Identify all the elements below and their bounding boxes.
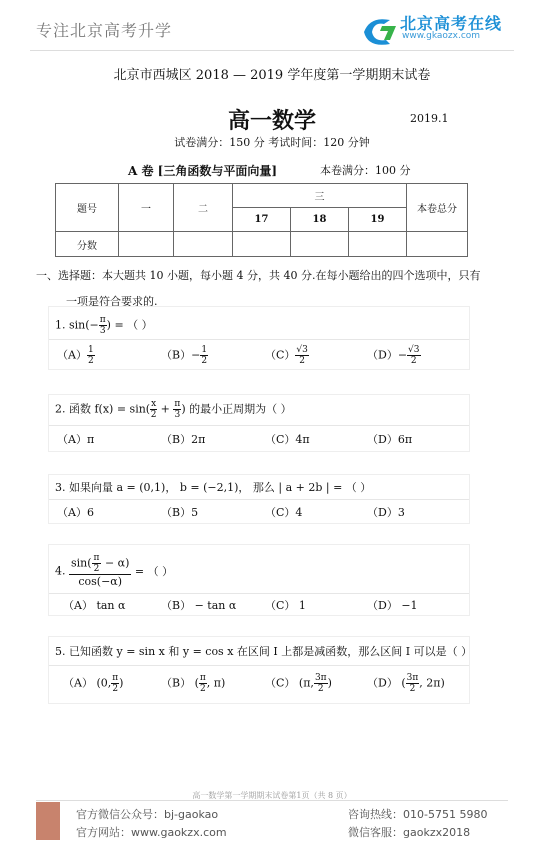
score-cell xyxy=(291,232,349,257)
part1-line1: 一、选择题：本大题共 10 小题，每小题 4 分，共 40 分.在每小题给出的四个选项中，只有 xyxy=(36,269,481,282)
q2-f1-den: 2 xyxy=(150,410,157,420)
question-4 xyxy=(48,544,470,616)
logo-text: 北京高考在线 xyxy=(400,14,503,33)
th-q18: 18 xyxy=(291,208,349,232)
q1-option-a xyxy=(57,345,95,366)
q1-a-label: （A） xyxy=(57,348,87,362)
q5-a-num: π xyxy=(112,673,119,683)
q5-b-post: , π) xyxy=(206,676,226,690)
q2-f1-num: x xyxy=(151,399,157,409)
q4-option-b: （B） − tan α xyxy=(161,599,237,612)
score-cell xyxy=(407,232,468,257)
logo-url: www.gkaozx.com xyxy=(402,31,481,41)
q4-option-d: （D） −1 xyxy=(367,599,418,612)
q4-option-a: （A） tan α xyxy=(63,599,126,612)
q1-option-b xyxy=(161,345,208,366)
q5-d-post: , 2π) xyxy=(419,676,445,690)
q5-b-num: π xyxy=(199,673,206,683)
score-table xyxy=(55,183,468,257)
score-cell xyxy=(349,232,407,257)
footer-site-link[interactable]: 官方网站：www.gaokzx.com xyxy=(76,826,227,839)
q5-a-den: 2 xyxy=(112,684,119,694)
q4-fraction xyxy=(69,553,131,589)
q5-option-b xyxy=(161,673,225,694)
q4-num-frac-num: π xyxy=(93,553,100,563)
q1-c-den: 2 xyxy=(299,356,306,366)
score-cell xyxy=(233,232,291,257)
q3-option-d: （D）3 xyxy=(367,506,405,519)
q4-num-frac-den: 2 xyxy=(93,564,100,574)
q1-d-num: √3 xyxy=(408,345,420,355)
q1-c-label: （C） xyxy=(265,348,296,362)
q2-option-d: （D）6π xyxy=(367,433,413,446)
q2-f2-den: 3 xyxy=(174,410,181,420)
td-score-label: 分数 xyxy=(56,232,119,257)
footer-accent-bar xyxy=(36,802,60,840)
q3-option-a: （A）6 xyxy=(57,506,94,519)
q5-b-den: 2 xyxy=(199,684,206,694)
q5-c-post: ) xyxy=(327,676,332,690)
question-3 xyxy=(48,474,470,524)
q5-option-d xyxy=(367,673,445,694)
th-question: 题号 xyxy=(56,184,119,232)
q1-b-num: 1 xyxy=(201,345,208,355)
q1-b-den: 2 xyxy=(201,356,208,366)
q4-num-post: − α) xyxy=(101,556,130,570)
q3-option-c: （C）4 xyxy=(265,506,303,519)
q3-text: 3. 如果向量 a = (0,1)， b = (−2,1)， 那么 | a + 2b | = （ ） xyxy=(55,481,372,494)
subject-title: 高一数学 xyxy=(227,108,316,134)
footer-wechat: 官方微信公众号：bj-gaokao xyxy=(76,808,219,821)
th-part3: 三 xyxy=(233,184,407,208)
score-cell xyxy=(119,232,174,257)
footer-service: 微信客服：gaokzx2018 xyxy=(348,826,471,839)
q2-option-c: （C）4π xyxy=(265,433,310,446)
q5-option-c xyxy=(265,673,332,694)
q1-option-d xyxy=(367,345,421,366)
q5-c-num: 3π xyxy=(314,673,327,683)
q5-b-pre: （B） ( xyxy=(161,676,199,690)
footer-divider xyxy=(36,800,508,801)
q2-option-b: （B）2π xyxy=(161,433,206,446)
q5-c-pre: （C） (π, xyxy=(265,676,314,690)
q5-a-pre: （A） (0, xyxy=(63,676,112,690)
q1-suffix: ) = （ ） xyxy=(106,318,153,332)
q1-c-num: √3 xyxy=(296,345,308,355)
section-a-heading: A 卷 [三角函数与平面向量] xyxy=(128,164,278,178)
q5-d-pre: （D） ( xyxy=(367,676,406,690)
q1-frac xyxy=(99,315,107,336)
q1-d-den: 2 xyxy=(410,356,417,366)
exam-date: 2019.1 xyxy=(410,112,449,125)
question-2 xyxy=(48,394,470,452)
q5-a-post: ) xyxy=(119,676,124,690)
q2-f2-num: π xyxy=(174,399,181,409)
q1-prefix: 1. sin(− xyxy=(55,318,99,332)
question-5 xyxy=(48,636,473,704)
th-total: 本卷总分 xyxy=(407,184,468,232)
q5-option-a xyxy=(63,673,123,694)
q4-den: cos(−α) xyxy=(78,575,123,588)
footer-hotline: 咨询热线：010-5751 5980 xyxy=(348,808,488,821)
q2-suffix: ) 的最小正周期为（ ） xyxy=(181,402,292,416)
q4-num: 4. xyxy=(55,564,66,578)
q2-option-a: （A）π xyxy=(57,433,95,446)
page-note: 高一数学第一学期期末试卷第1页（共 8 页） xyxy=(192,791,352,800)
question-1 xyxy=(48,306,470,370)
q1-b-label: （B）− xyxy=(161,348,201,362)
q2-plus: + xyxy=(157,402,174,416)
section-a-score: 本卷满分：100 分 xyxy=(320,164,411,177)
header-divider xyxy=(30,50,514,51)
q1-d-label: （D）− xyxy=(367,348,408,362)
q5-d-den: 2 xyxy=(409,684,416,694)
q5-text: 5. 已知函数 y = sin x 和 y = cos x 在区间 I 上都是减函数，那么区间 I 可以是（ ） xyxy=(55,645,473,658)
q5-c-den: 2 xyxy=(317,684,324,694)
score-cell xyxy=(174,232,233,257)
q2-prefix: 2. 函数 f(x) = sin( xyxy=(55,402,151,416)
q4-option-c: （C） 1 xyxy=(265,599,306,612)
exam-meta: 试卷满分：150 分 考试时间：120 分钟 xyxy=(174,136,370,149)
q3-option-b: （B）5 xyxy=(161,506,199,519)
th-q17: 17 xyxy=(233,208,291,232)
q1-a-num: 1 xyxy=(87,345,94,355)
q5-d-num: 3π xyxy=(406,673,419,683)
q1-option-c xyxy=(265,345,309,366)
part1-line2: 一项是符合要求的. xyxy=(66,295,158,308)
exam-title: 北京市西城区 2018 — 2019 学年度第一学期期末试卷 xyxy=(113,68,431,83)
q1-a-den: 2 xyxy=(87,356,94,366)
q4-suffix: = （ ） xyxy=(131,565,174,578)
header-slogan: 专注北京高考升学 xyxy=(36,21,173,40)
th-part1: 一 xyxy=(119,184,174,232)
th-part2: 二 xyxy=(174,184,233,232)
q1-frac-den: 3 xyxy=(99,326,106,336)
q4-num-pre: sin( xyxy=(71,556,92,570)
th-q19: 19 xyxy=(349,208,407,232)
q1-frac-num: π xyxy=(99,315,106,325)
